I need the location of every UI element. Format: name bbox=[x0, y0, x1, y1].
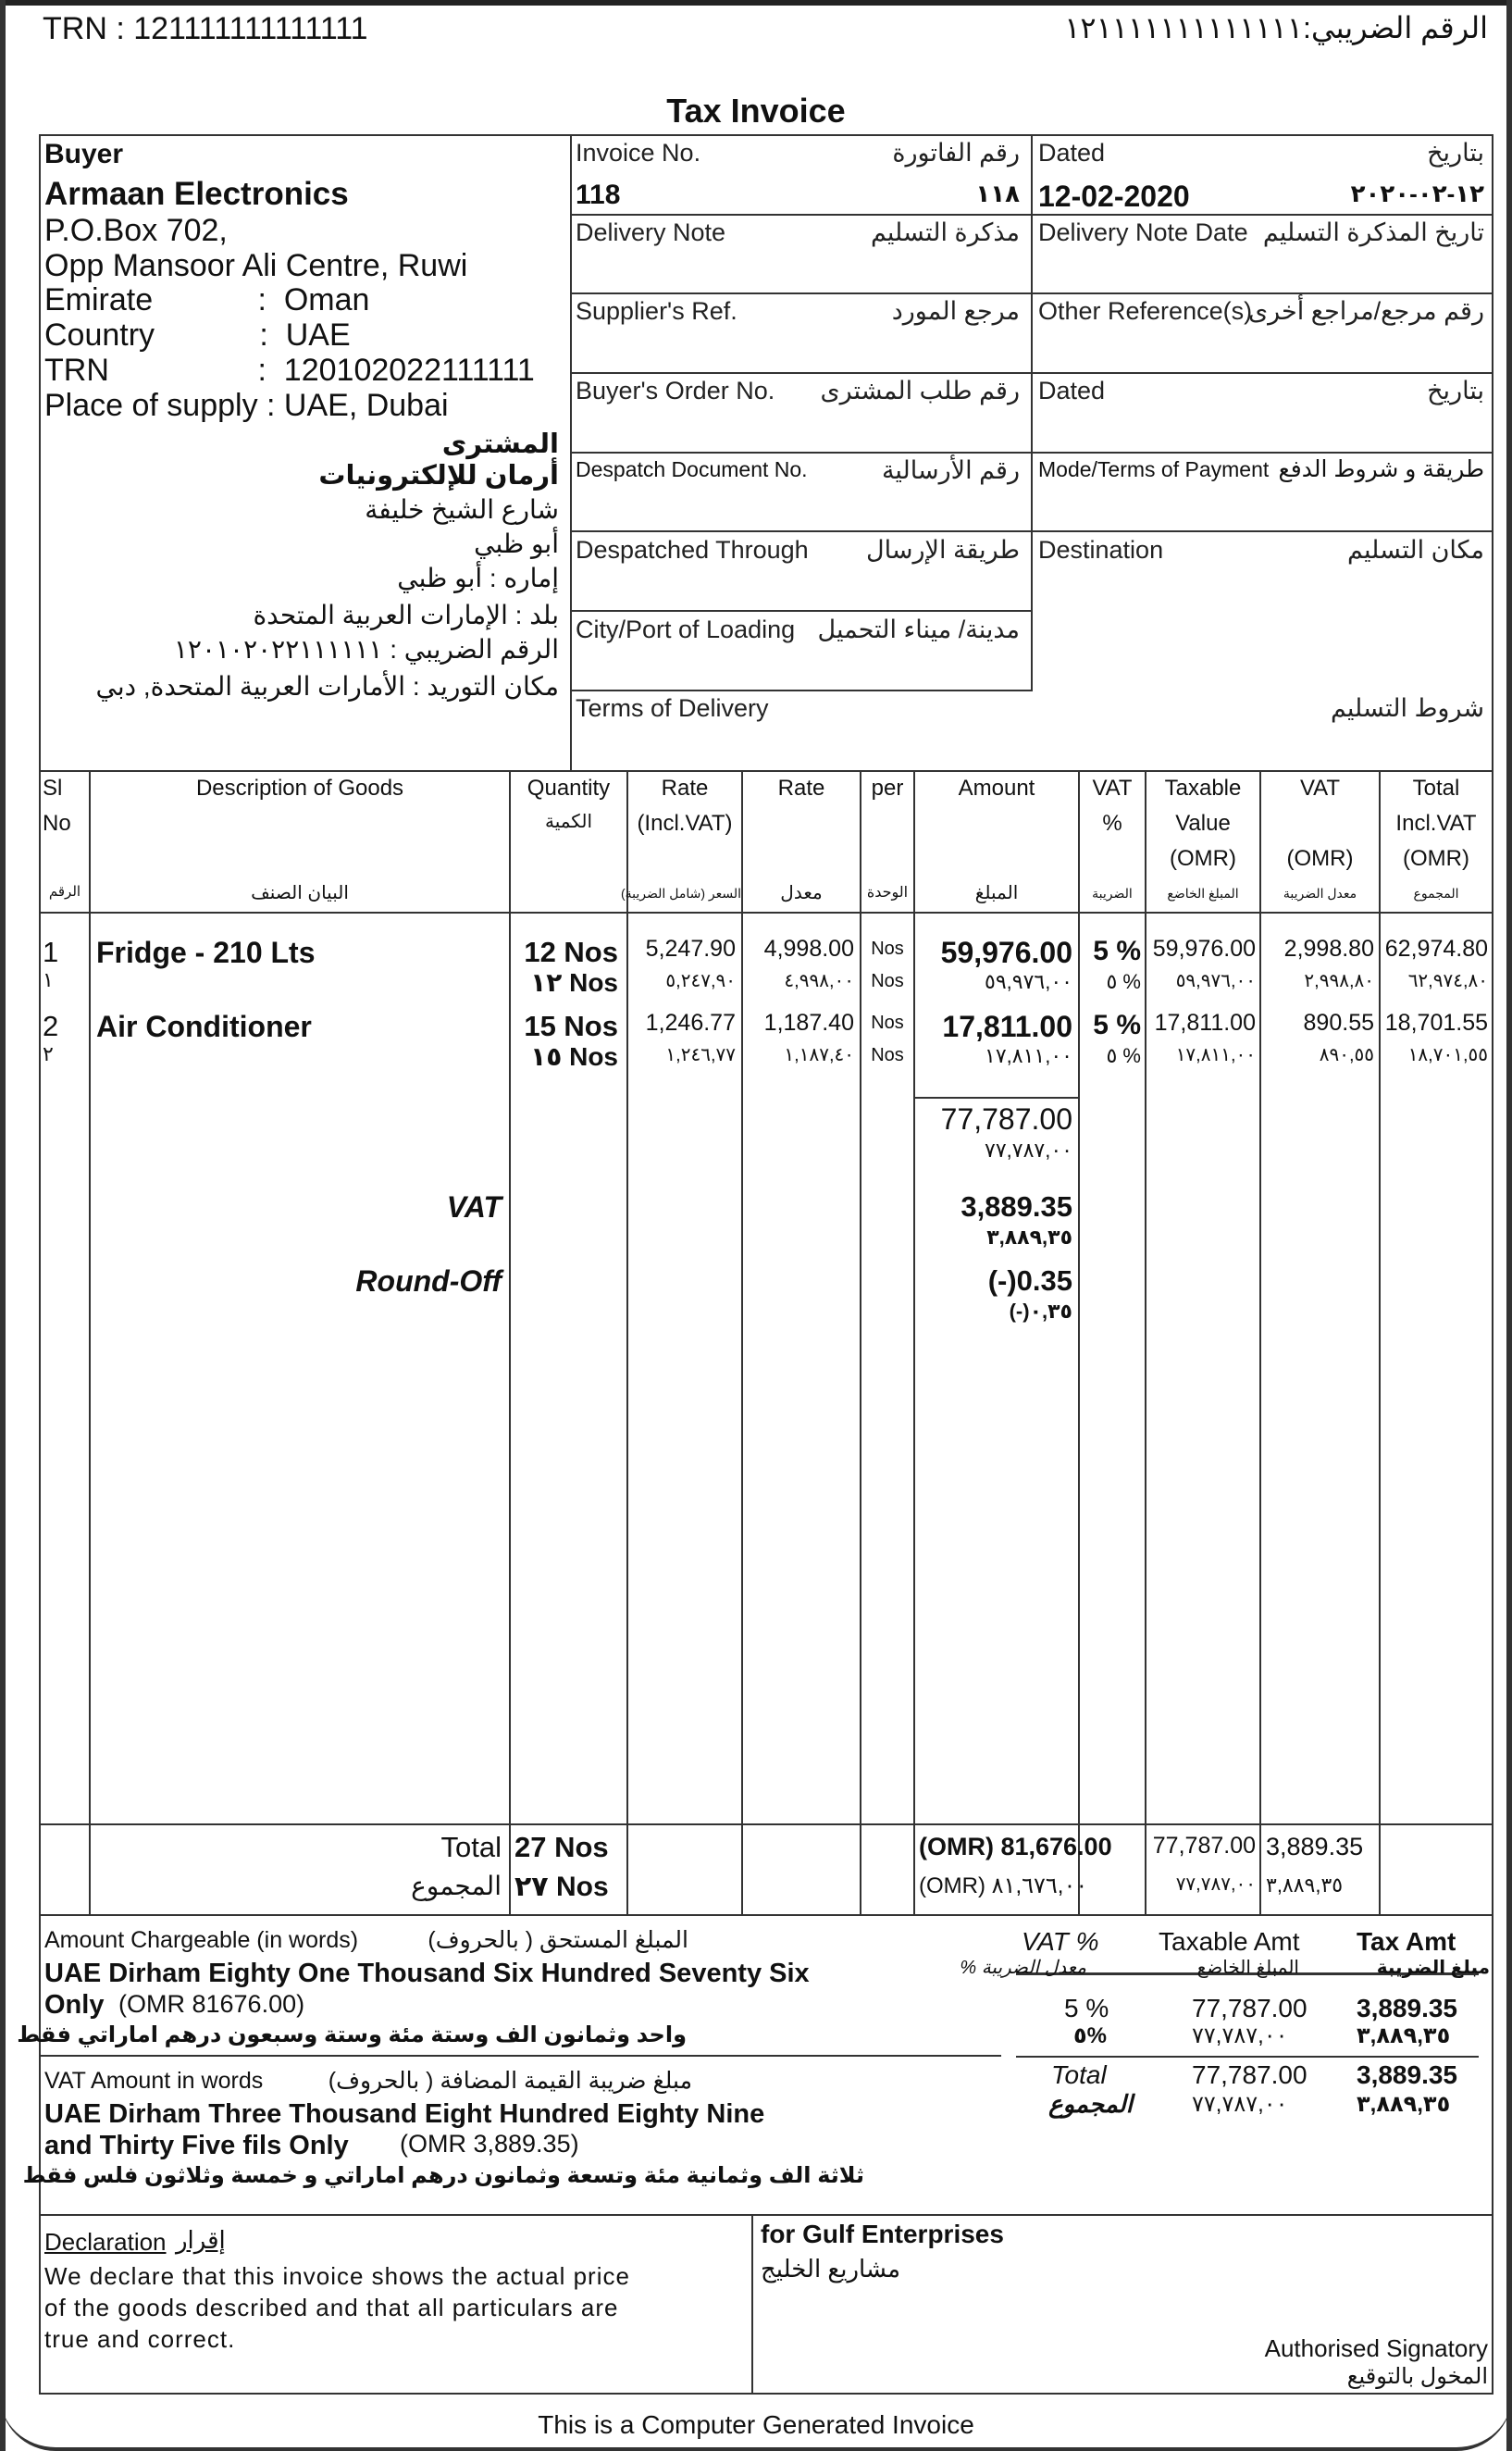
destination-label: Destination bbox=[1038, 536, 1164, 564]
vat-in-words-label-arabic: مبلغ ضريبة القيمة المضافة ( بالحروف) bbox=[328, 2068, 692, 2094]
total-label-arabic: المجموع bbox=[411, 1872, 502, 1900]
col-total-header-unit: (OMR) bbox=[1403, 846, 1469, 871]
amount-in-words-label: Amount Chargeable (in words) bbox=[44, 1927, 359, 1953]
line bbox=[570, 610, 1033, 612]
col-no-header: No bbox=[43, 811, 71, 836]
page-left-border bbox=[0, 0, 6, 2451]
order-dated-label-arabic: بتاريخ bbox=[1427, 377, 1484, 404]
round-off-amount-arabic: (-)٠,٣٥ bbox=[1009, 1300, 1072, 1323]
summary-total-tax: 3,889.35 bbox=[1357, 2060, 1457, 2089]
col-sl-header: Sl bbox=[43, 776, 63, 801]
amount-in-words-line1: UAE Dirham Eighty One Thousand Six Hundred Seventy Six bbox=[44, 1959, 810, 1988]
buyer-address-2: Opp Mansoor Ali Centre, Ruwi bbox=[44, 248, 468, 283]
suppliers-ref-label: Supplier's Ref. bbox=[576, 297, 737, 325]
item-per-arabic: Nos bbox=[871, 1045, 904, 1065]
round-off-label: Round-Off bbox=[355, 1264, 502, 1298]
item-vat-amount-arabic: ٨٩٠,٥٥ bbox=[1319, 1045, 1374, 1065]
line bbox=[39, 912, 1493, 914]
authorised-signatory-arabic: المخول بالتوقيع bbox=[1346, 2364, 1488, 2389]
summary-taxable-amount-arabic: ٧٧,٧٨٧,٠٠ bbox=[1192, 2023, 1288, 2048]
buyer-arabic-name: أرمان للإلكترونيات bbox=[318, 461, 559, 491]
item-sl-arabic: ٢ bbox=[43, 1042, 54, 1065]
summary-tax-header: Tax Amt bbox=[1357, 1927, 1456, 1956]
delivery-note-label: Delivery Note bbox=[576, 218, 726, 246]
summary-total-tax-arabic: ٣,٨٨٩,٣٥ bbox=[1357, 2092, 1451, 2117]
invoice-no-value-arabic: ١١٨ bbox=[975, 180, 1020, 207]
col-vat-pct-header-sub: % bbox=[1102, 811, 1122, 836]
amount-in-words-line2: Only bbox=[44, 1990, 105, 2020]
total-label: Total bbox=[440, 1831, 502, 1863]
buyer-arabic-label: المشترى bbox=[441, 429, 559, 459]
col-amount-header-arabic: المبلغ bbox=[974, 883, 1019, 903]
total-quantity: 27 Nos bbox=[514, 1831, 609, 1863]
item-sl-arabic: ١ bbox=[43, 968, 54, 991]
page-top-border bbox=[0, 0, 1512, 6]
total-amount-arabic: (OMR) ٨١,٦٧٦,٠٠ bbox=[919, 1873, 1088, 1898]
col-total-header-arabic: المجموع bbox=[1413, 886, 1459, 901]
line bbox=[39, 1823, 1493, 1825]
subtotal-amount-arabic: ٧٧,٧٨٧,٠٠ bbox=[985, 1138, 1072, 1162]
item-amount-arabic: ١٧,٨١١,٠٠ bbox=[985, 1044, 1072, 1067]
item-vat-amount: 890.55 bbox=[1303, 1010, 1374, 1036]
summary-taxable-amount: 77,787.00 bbox=[1192, 1994, 1308, 2022]
terms-of-delivery-label: Terms of Delivery bbox=[576, 694, 769, 722]
other-reference-label: Other Reference(s) bbox=[1038, 297, 1253, 325]
dated-value: 12-02-2020 bbox=[1038, 180, 1190, 213]
col-per-header-arabic: الوحدة bbox=[866, 885, 909, 901]
buyer-arabic-city: أبو ظبي bbox=[474, 529, 559, 558]
vat-line-amount: 3,889.35 bbox=[960, 1190, 1072, 1223]
col-vat-omr-header: VAT bbox=[1299, 776, 1341, 801]
item-per: Nos bbox=[871, 939, 904, 959]
col-amount-header: Amount bbox=[958, 776, 1035, 801]
amount-in-words-label-arabic: المبلغ المستحق ( بالحروف) bbox=[428, 1927, 688, 1953]
destination-label-arabic: مكان التسليم bbox=[1347, 536, 1484, 564]
col-rate-incl-header-arabic: السعر (شامل الضريبة) bbox=[621, 886, 741, 901]
declaration-line-1: We declare that this invoice shows the actual price bbox=[44, 2262, 630, 2290]
line bbox=[1031, 134, 1033, 690]
delivery-note-label-arabic: مذكرة التسليم bbox=[870, 218, 1020, 246]
vat-in-words-line2: and Thirty Five fils Only bbox=[44, 2131, 349, 2160]
total-vat: 3,889.35 bbox=[1266, 1833, 1364, 1860]
item-taxable-arabic: ٥٩,٩٧٦,٠٠ bbox=[1175, 971, 1256, 991]
buyers-order-label: Buyer's Order No. bbox=[576, 377, 775, 404]
terms-of-delivery-label-arabic: شروط التسليم bbox=[1330, 694, 1484, 722]
item-vat-pct: 5 % bbox=[1093, 1010, 1141, 1040]
line bbox=[570, 690, 1033, 691]
col-total-header-sub: Incl.VAT bbox=[1395, 811, 1477, 836]
vat-line-label: VAT bbox=[446, 1190, 502, 1224]
page-title: Tax Invoice bbox=[666, 92, 846, 130]
item-sl: 2 bbox=[43, 1010, 59, 1042]
line bbox=[39, 1914, 1493, 1916]
total-vat-arabic: ٣,٨٨٩,٣٥ bbox=[1266, 1873, 1344, 1897]
buyer-label: Buyer bbox=[44, 139, 124, 169]
item-per: Nos bbox=[871, 1013, 904, 1033]
summary-taxable-header-arabic: المبلغ الخاضع bbox=[1196, 1958, 1299, 1978]
summary-tax-header-arabic: مبلغ الضريبة bbox=[1376, 1958, 1490, 1978]
item-amount: 59,976.00 bbox=[940, 936, 1072, 969]
col-vat-pct-header: VAT bbox=[1092, 776, 1133, 801]
item-rate-incl-arabic: ١,٢٤٦,٧٧ bbox=[665, 1045, 736, 1065]
summary-vat-rate: 5 % bbox=[1064, 1994, 1109, 2022]
col-rate-incl-header-sub: (Incl.VAT) bbox=[637, 811, 733, 836]
item-vat-pct-arabic: ٥ % bbox=[1106, 970, 1141, 993]
item-vat-amount-arabic: ٢,٩٩٨,٨٠ bbox=[1304, 971, 1374, 991]
declaration-label: Declaration bbox=[44, 2228, 167, 2256]
line bbox=[1492, 134, 1493, 2395]
buyer-arabic-place: مكان التوريد : الأمارات العربية المتحدة, دبي bbox=[95, 672, 559, 701]
total-taxable: 77,787.00 bbox=[1152, 1833, 1256, 1859]
item-total-arabic: ٦٢,٩٧٤,٨٠ bbox=[1407, 971, 1488, 991]
summary-total-label: Total bbox=[1051, 2060, 1107, 2089]
col-rate-header: Rate bbox=[777, 776, 825, 801]
trn-right-arabic: الرقم الضريبي:١٢١١١١١١١١١١١١١ bbox=[1064, 11, 1488, 44]
dated-label: Dated bbox=[1038, 139, 1106, 167]
col-quantity-header-arabic: الكمية bbox=[544, 812, 592, 832]
summary-taxable-header: Taxable Amt bbox=[1159, 1927, 1300, 1956]
item-vat-amount: 2,998.80 bbox=[1283, 936, 1374, 962]
dated-label-arabic: بتاريخ bbox=[1427, 139, 1484, 167]
item-total-arabic: ١٨,٧٠١,٥٥ bbox=[1407, 1045, 1488, 1065]
vat-in-words-line1: UAE Dirham Three Thousand Eight Hundred Eighty Nine bbox=[44, 2099, 765, 2129]
col-vat-pct-header-arabic: الضريبة bbox=[1092, 886, 1133, 901]
vat-in-words-label: VAT Amount in words bbox=[44, 2068, 264, 2094]
subtotal-amount: 77,787.00 bbox=[940, 1102, 1072, 1136]
buyer-arabic-country: بلد : الإمارات العربية المتحدة bbox=[253, 601, 559, 629]
item-quantity: 12 Nos bbox=[524, 936, 618, 968]
buyer-place-of-supply: Place of supply : UAE, Dubai bbox=[44, 388, 449, 423]
summary-vat-rate-arabic: ٥% bbox=[1073, 2023, 1107, 2048]
other-reference-label-arabic: رقم مرجع/مراجع أخرى bbox=[1248, 297, 1484, 325]
declaration-label-arabic: إقرار bbox=[176, 2226, 226, 2254]
line bbox=[1016, 2056, 1479, 2058]
buyer-trn: TRN : 120102022111111 bbox=[44, 353, 535, 388]
col-vat-omr-header-arabic: معدل الضريبة bbox=[1283, 886, 1357, 901]
col-taxable-header-sub: Value bbox=[1175, 811, 1231, 836]
col-total-header: Total bbox=[1412, 776, 1460, 801]
buyer-name: Armaan Electronics bbox=[44, 176, 349, 212]
order-dated-label: Dated bbox=[1038, 377, 1106, 404]
declaration-line-3: true and correct. bbox=[44, 2325, 236, 2353]
summary-tax-amount: 3,889.35 bbox=[1357, 1994, 1457, 2022]
suppliers-ref-label-arabic: مرجع المورد bbox=[891, 297, 1020, 325]
line bbox=[39, 134, 1493, 136]
summary-total-label-arabic: المجموع bbox=[1048, 2090, 1133, 2118]
item-amount-arabic: ٥٩,٩٧٦,٠٠ bbox=[985, 970, 1072, 993]
mode-terms-label: Mode/Terms of Payment bbox=[1038, 457, 1270, 481]
item-rate-arabic: ٤,٩٩٨,٠٠ bbox=[784, 971, 854, 991]
line bbox=[39, 2214, 1493, 2216]
buyer-arabic-street: شارع الشيخ خليفة bbox=[365, 495, 559, 524]
line bbox=[570, 292, 1493, 294]
col-per-header: per bbox=[871, 776, 904, 801]
col-description-header: Description of Goods bbox=[195, 776, 404, 801]
authorised-signatory: Authorised Signatory bbox=[1264, 2334, 1488, 2362]
col-taxable-header: Taxable bbox=[1164, 776, 1242, 801]
item-rate: 4,998.00 bbox=[763, 936, 854, 962]
invoice-no-label-arabic: رقم الفاتورة bbox=[892, 139, 1020, 167]
summary-vat-header-arabic: معدل الضريبة % bbox=[960, 1958, 1086, 1978]
summary-tax-amount-arabic: ٣,٨٨٩,٣٥ bbox=[1357, 2023, 1451, 2048]
buyer-arabic-trn: الرقم الضريبي : ١٢٠١٠٢٠٢٢١١١١١١ bbox=[173, 635, 559, 664]
col-quantity-header: Quantity bbox=[527, 776, 611, 801]
despatch-document-label: Despatch Document No. bbox=[576, 457, 808, 481]
col-description-header-arabic: البيان الصنف bbox=[251, 883, 349, 903]
footer-note: This is a Computer Generated Invoice bbox=[538, 2410, 974, 2439]
total-amount: (OMR) 81,676.00 bbox=[919, 1833, 1112, 1860]
despatched-through-label-arabic: طريقة الإرسال bbox=[866, 536, 1020, 564]
total-quantity-arabic: ٢٧ Nos bbox=[514, 1872, 609, 1902]
amount-in-words-omr: (OMR 81676.00) bbox=[118, 1990, 305, 2018]
col-rate-header-arabic: معدل bbox=[780, 883, 823, 903]
despatched-through-label: Despatched Through bbox=[576, 536, 809, 564]
city-port-loading-label-arabic: مدينة/ ميناء التحميل bbox=[817, 616, 1020, 643]
buyers-order-label-arabic: رقم طلب المشترى bbox=[820, 377, 1020, 404]
declaration-line-2: of the goods described and that all particulars are bbox=[44, 2294, 619, 2321]
line bbox=[39, 770, 1493, 772]
signatory-company-arabic: مشاريع الخليج bbox=[761, 2255, 901, 2283]
signatory-company: for Gulf Enterprises bbox=[761, 2220, 1004, 2248]
item-rate: 1,187.40 bbox=[763, 1010, 854, 1036]
col-taxable-header-unit: (OMR) bbox=[1170, 846, 1236, 871]
item-quantity: 15 Nos bbox=[524, 1010, 618, 1042]
line bbox=[570, 214, 1493, 216]
invoice-no-label: Invoice No. bbox=[576, 139, 701, 167]
dated-value-arabic: ١٢-٠٢-٢٠٢٠ bbox=[1350, 180, 1484, 207]
col-vat-omr-header-unit: (OMR) bbox=[1286, 846, 1354, 871]
delivery-note-date-label: Delivery Note Date bbox=[1038, 218, 1248, 246]
buyer-emirate: Emirate : Oman bbox=[44, 282, 370, 317]
mode-terms-label-arabic: طريقة و شروط الدفع bbox=[1278, 456, 1484, 482]
item-amount: 17,811.00 bbox=[942, 1010, 1072, 1043]
buyer-address-1: P.O.Box 702, bbox=[44, 213, 228, 248]
item-sl: 1 bbox=[43, 936, 59, 968]
vat-in-words-arabic: ثلاثة الف وثمانية مئة وتسعة وثمانون درهم اماراتي و خمسة وثلاثون فلس فقط bbox=[22, 2163, 864, 2188]
vat-in-words-omr: (OMR 3,889.35) bbox=[400, 2130, 579, 2158]
delivery-note-date-label-arabic: تاريخ المذكرة التسليم bbox=[1262, 218, 1484, 246]
item-rate-arabic: ١,١٨٧,٤٠ bbox=[784, 1045, 854, 1065]
item-description: Air Conditioner bbox=[96, 1010, 312, 1043]
city-port-loading-label: City/Port of Loading bbox=[576, 616, 796, 643]
line bbox=[751, 2214, 753, 2395]
line bbox=[570, 530, 1493, 532]
buyer-country: Country : UAE bbox=[44, 317, 351, 353]
summary-total-taxable: 77,787.00 bbox=[1192, 2060, 1308, 2089]
col-sl-header-arabic: الرقم bbox=[48, 884, 81, 900]
item-taxable: 17,811.00 bbox=[1154, 1010, 1256, 1036]
round-off-amount: (-)0.35 bbox=[987, 1264, 1072, 1297]
item-total: 62,974.80 bbox=[1384, 936, 1488, 962]
item-rate-incl: 5,247.90 bbox=[645, 936, 736, 962]
trn-left: TRN : 121111111111111 bbox=[43, 11, 368, 46]
total-taxable-arabic: ٧٧,٧٨٧,٠٠ bbox=[1175, 1874, 1256, 1895]
item-quantity-arabic: ١٥ Nos bbox=[530, 1042, 618, 1071]
item-vat-pct-arabic: ٥ % bbox=[1106, 1044, 1141, 1067]
item-total: 18,701.55 bbox=[1384, 1010, 1488, 1036]
item-description: Fridge - 210 Lts bbox=[96, 936, 316, 969]
item-quantity-arabic: ١٢ Nos bbox=[530, 968, 618, 997]
line bbox=[39, 2393, 1493, 2395]
vat-line-amount-arabic: ٣,٨٨٩,٣٥ bbox=[986, 1226, 1072, 1249]
page-right-border bbox=[1506, 0, 1512, 2451]
item-per-arabic: Nos bbox=[871, 971, 904, 991]
line bbox=[89, 770, 91, 1916]
col-taxable-header-arabic: المبلغ الخاضع bbox=[1167, 886, 1239, 901]
summary-total-taxable-arabic: ٧٧,٧٨٧,٠٠ bbox=[1192, 2092, 1288, 2117]
col-rate-incl-header: Rate bbox=[661, 776, 709, 801]
line bbox=[570, 452, 1493, 454]
buyer-arabic-emirate: إماره : أبو ظبي bbox=[397, 564, 559, 592]
amount-in-words-arabic: واحد وثمانون الف وستة مئة وستة وسبعون درهم اماراتي فقط bbox=[17, 2022, 687, 2047]
line bbox=[570, 372, 1493, 374]
summary-vat-header: VAT % bbox=[1022, 1927, 1099, 1956]
item-taxable-arabic: ١٧,٨١١,٠٠ bbox=[1175, 1045, 1256, 1065]
item-rate-incl-arabic: ٥,٢٤٧,٩٠ bbox=[665, 971, 736, 991]
line bbox=[39, 2055, 1001, 2057]
despatch-document-label-arabic: رقم الأرسالية bbox=[881, 456, 1020, 484]
item-rate-incl: 1,246.77 bbox=[645, 1010, 736, 1036]
invoice-no-value: 118 bbox=[576, 180, 621, 210]
item-taxable: 59,976.00 bbox=[1152, 936, 1256, 962]
line bbox=[913, 1097, 1078, 1099]
item-vat-pct: 5 % bbox=[1093, 936, 1141, 966]
